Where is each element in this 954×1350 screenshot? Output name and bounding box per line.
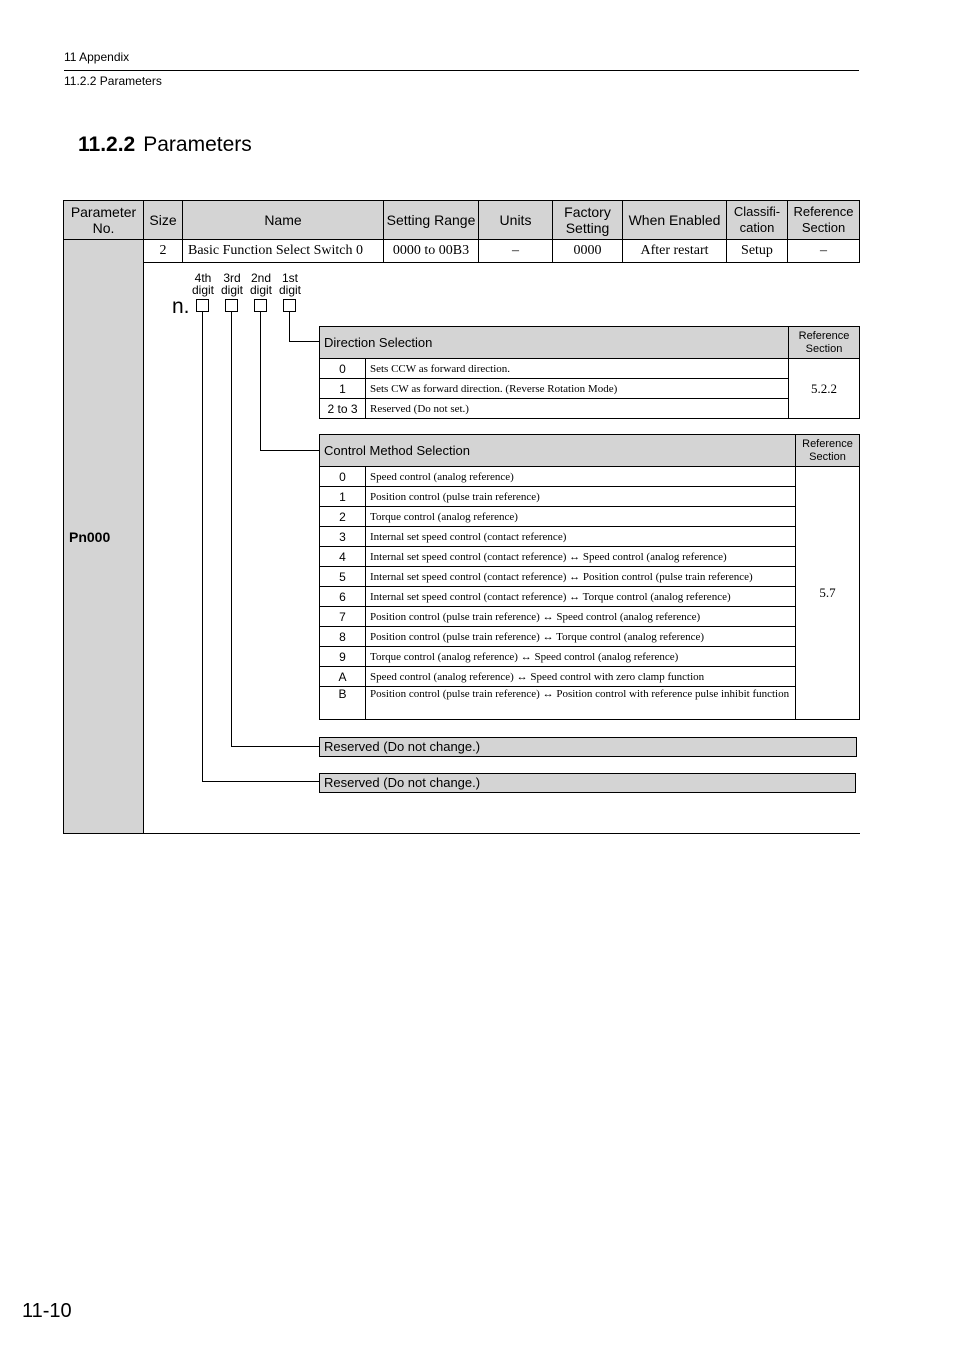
table-row <box>320 359 860 379</box>
when-cell: After restart <box>623 240 727 263</box>
reserved-4th-digit: Reserved (Do not change.) <box>319 773 856 793</box>
table-row <box>64 240 860 263</box>
page-title <box>78 133 252 157</box>
ref-cell: – <box>788 240 860 263</box>
control-key: 8 <box>320 627 366 647</box>
digit-label-1st: 1st digit <box>278 271 301 297</box>
col-ref: Reference Section <box>788 201 860 240</box>
connector-4th-h <box>202 781 319 782</box>
param-no-cell: Pn000 <box>64 240 144 834</box>
control-desc: Position control (pulse train reference) ↔ Speed control (analog reference) <box>366 607 796 627</box>
reserved-3rd-digit: Reserved (Do not change.) <box>319 737 857 757</box>
units-cell: – <box>479 240 553 263</box>
table-row <box>320 487 860 507</box>
direction-key: 1 <box>320 379 366 399</box>
control-desc: Internal set speed control (contact reference) ↔ Torque control (analog reference) <box>366 587 796 607</box>
direction-header <box>320 327 860 359</box>
connector-2nd-h <box>260 450 319 451</box>
title-number: 11.2.2 <box>78 133 136 156</box>
control-key: 5 <box>320 567 366 587</box>
digit-box-2nd <box>254 299 267 312</box>
table-row <box>320 547 860 567</box>
table-row <box>320 399 860 419</box>
size-cell: 2 <box>144 240 183 263</box>
table-row <box>320 607 860 627</box>
table-row <box>320 667 860 687</box>
control-key: 0 <box>320 467 366 487</box>
control-desc: Speed control (analog reference) ↔ Speed control with zero clamp function <box>366 667 796 687</box>
control-header <box>320 435 860 467</box>
control-desc: Position control (pulse train reference) ↔ Torque control (analog reference) <box>366 627 796 647</box>
control-key: 2 <box>320 507 366 527</box>
col-size: Size <box>144 201 183 240</box>
connector-3rd <box>231 312 232 746</box>
control-key: 7 <box>320 607 366 627</box>
control-desc: Position control (pulse train reference) ↔ Position control with reference pulse inhibit function <box>366 687 796 720</box>
direction-selection-table <box>319 326 860 419</box>
table-row <box>320 527 860 547</box>
control-desc: Torque control (analog reference) ↔ Speed control (analog reference) <box>366 647 796 667</box>
table-header-row <box>64 201 860 240</box>
class-cell: Setup <box>727 240 788 263</box>
section-header: 11.2.2 Parameters <box>64 74 162 88</box>
digit-box-3rd <box>225 299 238 312</box>
direction-desc: Sets CCW as forward direction. <box>366 359 789 379</box>
factory-cell: 0000 <box>553 240 623 263</box>
col-class: Classifi-cation <box>727 201 788 240</box>
connector-1st-h <box>289 341 319 342</box>
digit-box-1st <box>283 299 296 312</box>
control-desc: Internal set speed control (contact reference) ↔ Position control (pulse train reference) <box>366 567 796 587</box>
control-desc: Internal set speed control (contact reference) <box>366 527 796 547</box>
col-when: When Enabled <box>623 201 727 240</box>
table-row <box>320 647 860 667</box>
table-row <box>320 507 860 527</box>
table-row <box>320 627 860 647</box>
table-row <box>320 467 860 487</box>
control-desc: Torque control (analog reference) <box>366 507 796 527</box>
direction-desc: Sets CW as forward direction. (Reverse Rotation Mode) <box>366 379 789 399</box>
digit-label-3rd: 3rd digit <box>220 271 243 297</box>
page-number: 11-10 <box>22 1300 72 1322</box>
control-method-table <box>319 434 860 720</box>
range-cell: 0000 to 00B3 <box>384 240 479 263</box>
control-desc: Position control (pulse train reference) <box>366 487 796 507</box>
table-row <box>320 379 860 399</box>
digit-prefix: n. <box>172 295 190 318</box>
table-row <box>320 687 860 720</box>
table-row <box>320 587 860 607</box>
control-key: 9 <box>320 647 366 667</box>
control-desc: Speed control (analog reference) <box>366 467 796 487</box>
connector-1st <box>289 312 290 341</box>
connector-4th <box>202 312 203 781</box>
control-key: 3 <box>320 527 366 547</box>
direction-desc: Reserved (Do not set.) <box>366 399 789 419</box>
direction-ref-header: Reference Section <box>789 327 860 359</box>
title-text: Parameters <box>143 133 252 156</box>
digit-box-4th <box>196 299 209 312</box>
col-param-no: Parameter No. <box>64 201 144 240</box>
control-key: 4 <box>320 547 366 567</box>
direction-ref: 5.2.2 <box>789 359 860 419</box>
chapter-header: 11 Appendix <box>64 50 130 64</box>
col-range: Setting Range <box>384 201 479 240</box>
digit-label-2nd: 2nd digit <box>249 271 272 297</box>
control-caption: Control Method Selection <box>320 435 796 467</box>
control-desc: Internal set speed control (contact reference) ↔ Speed control (analog reference) <box>366 547 796 567</box>
direction-key: 0 <box>320 359 366 379</box>
digit-label-4th: 4th digit <box>191 271 214 297</box>
name-cell: Basic Function Select Switch 0 <box>183 240 384 263</box>
connector-2nd <box>260 312 261 450</box>
col-factory: Factory Setting <box>553 201 623 240</box>
connector-3rd-h <box>231 746 319 747</box>
control-key: 1 <box>320 487 366 507</box>
control-ref-header: Reference Section <box>796 435 860 467</box>
control-ref: 5.7 <box>796 467 860 720</box>
control-key: A <box>320 667 366 687</box>
control-key: B <box>320 687 366 720</box>
col-units: Units <box>479 201 553 240</box>
control-key: 6 <box>320 587 366 607</box>
direction-key: 2 to 3 <box>320 399 366 419</box>
col-name: Name <box>183 201 384 240</box>
header-rule <box>64 70 859 71</box>
table-row <box>320 567 860 587</box>
direction-caption: Direction Selection <box>320 327 789 359</box>
